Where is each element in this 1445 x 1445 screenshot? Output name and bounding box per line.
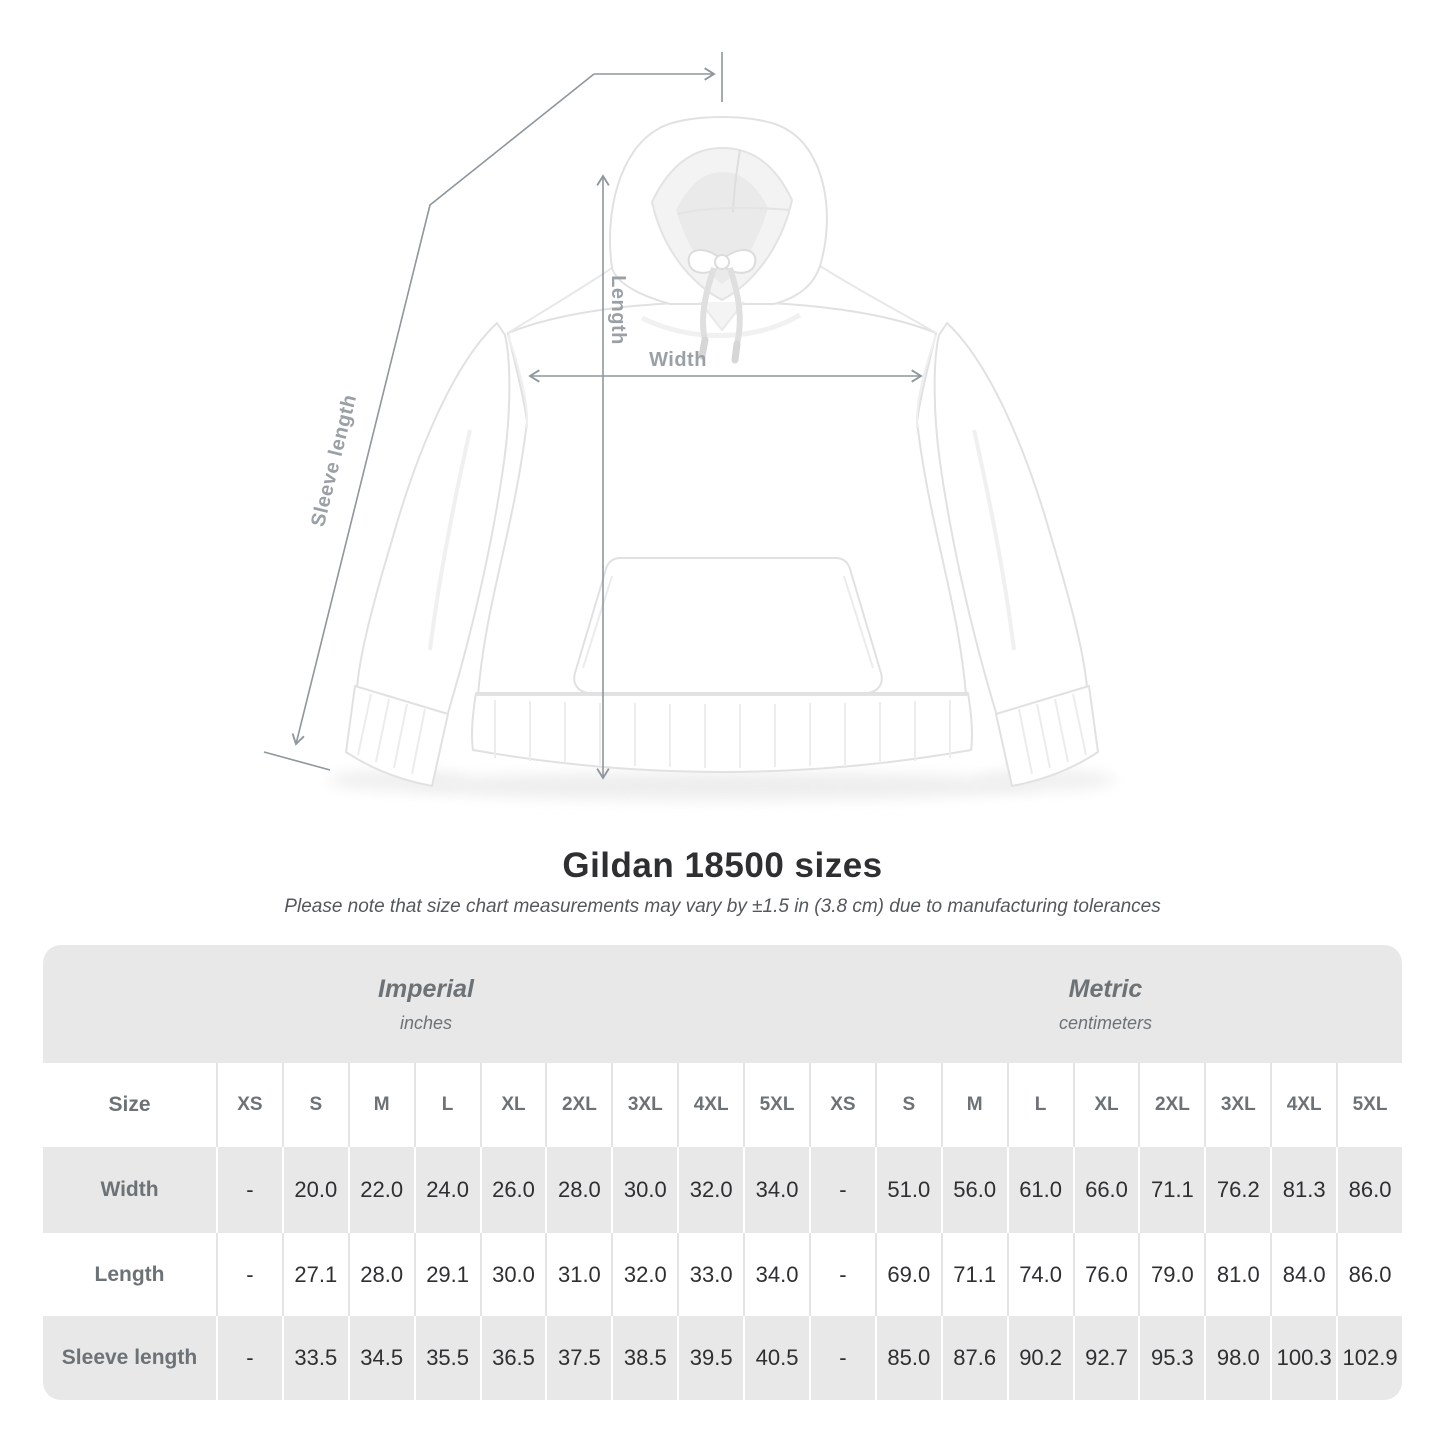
size-col-header: 4XL — [1270, 1063, 1336, 1147]
value-cell: 36.5 — [480, 1316, 546, 1400]
row-label-length: Length — [43, 1233, 216, 1316]
value-cell: 34.0 — [743, 1233, 809, 1316]
value-cell: 76.0 — [1073, 1233, 1139, 1316]
tolerance-note: Please note that size chart measurements may vary by ±1.5 in (3.8 cm) due to manufacturing tolerances — [284, 896, 1161, 917]
hoodie-hem — [472, 693, 972, 772]
metric-group-unit: centimeters — [1058, 1012, 1152, 1033]
size-col-header: 5XL — [743, 1063, 809, 1147]
value-cell: 61.0 — [1007, 1147, 1073, 1233]
value-cell: 51.0 — [875, 1147, 941, 1233]
value-cell: 102.9 — [1336, 1316, 1402, 1400]
imperial-group-header — [43, 945, 809, 1063]
size-col-header: S — [875, 1063, 941, 1147]
imperial-group-unit: inches — [399, 1012, 452, 1033]
value-cell: - — [809, 1147, 875, 1233]
value-cell: 30.0 — [480, 1233, 546, 1316]
value-cell: 27.1 — [282, 1233, 348, 1316]
value-cell: 20.0 — [282, 1147, 348, 1233]
value-cell: 34.0 — [743, 1147, 809, 1233]
value-cell: 29.1 — [414, 1233, 480, 1316]
value-cell: 74.0 — [1007, 1233, 1073, 1316]
value-cell: 66.0 — [1073, 1147, 1139, 1233]
sleeve-length-label: Sleeve length — [307, 392, 362, 529]
value-cell: - — [809, 1316, 875, 1400]
value-cell: 100.3 — [1270, 1316, 1336, 1400]
size-col-header: S — [282, 1063, 348, 1147]
value-cell: 35.5 — [414, 1316, 480, 1400]
row-label-sleeve-length: Sleeve length — [43, 1316, 216, 1400]
hoodie-pocket — [574, 558, 882, 693]
value-cell: 24.0 — [414, 1147, 480, 1233]
size-col-header: XL — [1073, 1063, 1139, 1147]
value-cell: 26.0 — [480, 1147, 546, 1233]
size-col-header: 2XL — [545, 1063, 611, 1147]
metric-group-header — [809, 945, 1402, 1063]
value-cell: 69.0 — [875, 1233, 941, 1316]
size-col-header: 3XL — [611, 1063, 677, 1147]
value-cell: 32.0 — [677, 1147, 743, 1233]
value-cell: 71.1 — [941, 1233, 1007, 1316]
size-col-header: 3XL — [1204, 1063, 1270, 1147]
page-title: Gildan 18500 sizes — [562, 846, 883, 885]
value-cell: - — [216, 1316, 282, 1400]
size-col-header: 2XL — [1138, 1063, 1204, 1147]
value-cell: 31.0 — [545, 1233, 611, 1316]
width-label: Width — [649, 349, 707, 371]
value-cell: 30.0 — [611, 1147, 677, 1233]
value-cell: 84.0 — [1270, 1233, 1336, 1316]
value-cell: 81.0 — [1204, 1233, 1270, 1316]
value-cell: 86.0 — [1336, 1147, 1402, 1233]
value-cell: 90.2 — [1007, 1316, 1073, 1400]
value-cell: 92.7 — [1073, 1316, 1139, 1400]
value-cell: - — [216, 1233, 282, 1316]
size-col-header: L — [414, 1063, 480, 1147]
size-chart-table — [43, 945, 1402, 1400]
value-cell: 38.5 — [611, 1316, 677, 1400]
value-cell: - — [216, 1147, 282, 1233]
size-col-header: M — [941, 1063, 1007, 1147]
hoodie-photo — [346, 117, 1098, 786]
value-cell: 56.0 — [941, 1147, 1007, 1233]
size-col-header: XL — [480, 1063, 546, 1147]
soft-shadow — [328, 770, 1116, 800]
value-cell: 37.5 — [545, 1316, 611, 1400]
size-col-header: M — [348, 1063, 414, 1147]
size-col-header: L — [1007, 1063, 1073, 1147]
value-cell: 86.0 — [1336, 1233, 1402, 1316]
value-cell: 79.0 — [1138, 1233, 1204, 1316]
imperial-group-name: Imperial — [378, 974, 474, 1003]
size-row-label: Size — [43, 1063, 216, 1147]
value-cell: 32.0 — [611, 1233, 677, 1316]
value-cell: 33.5 — [282, 1316, 348, 1400]
value-cell: 98.0 — [1204, 1316, 1270, 1400]
value-cell: 34.5 — [348, 1316, 414, 1400]
value-cell: 71.1 — [1138, 1147, 1204, 1233]
value-cell: 81.3 — [1270, 1147, 1336, 1233]
value-cell: 39.5 — [677, 1316, 743, 1400]
size-col-header: 4XL — [677, 1063, 743, 1147]
metric-group-name: Metric — [1068, 974, 1143, 1003]
row-label-width: Width — [43, 1147, 216, 1233]
value-cell: - — [809, 1233, 875, 1316]
value-cell: 22.0 — [348, 1147, 414, 1233]
value-cell: 28.0 — [545, 1147, 611, 1233]
value-cell: 28.0 — [348, 1233, 414, 1316]
size-col-header: XS — [216, 1063, 282, 1147]
value-cell: 95.3 — [1138, 1316, 1204, 1400]
value-cell: 87.6 — [941, 1316, 1007, 1400]
value-cell: 85.0 — [875, 1316, 941, 1400]
size-col-header: 5XL — [1336, 1063, 1402, 1147]
length-label: Length — [607, 275, 629, 345]
value-cell: 76.2 — [1204, 1147, 1270, 1233]
value-cell: 33.0 — [677, 1233, 743, 1316]
size-col-header: XS — [809, 1063, 875, 1147]
value-cell: 40.5 — [743, 1316, 809, 1400]
